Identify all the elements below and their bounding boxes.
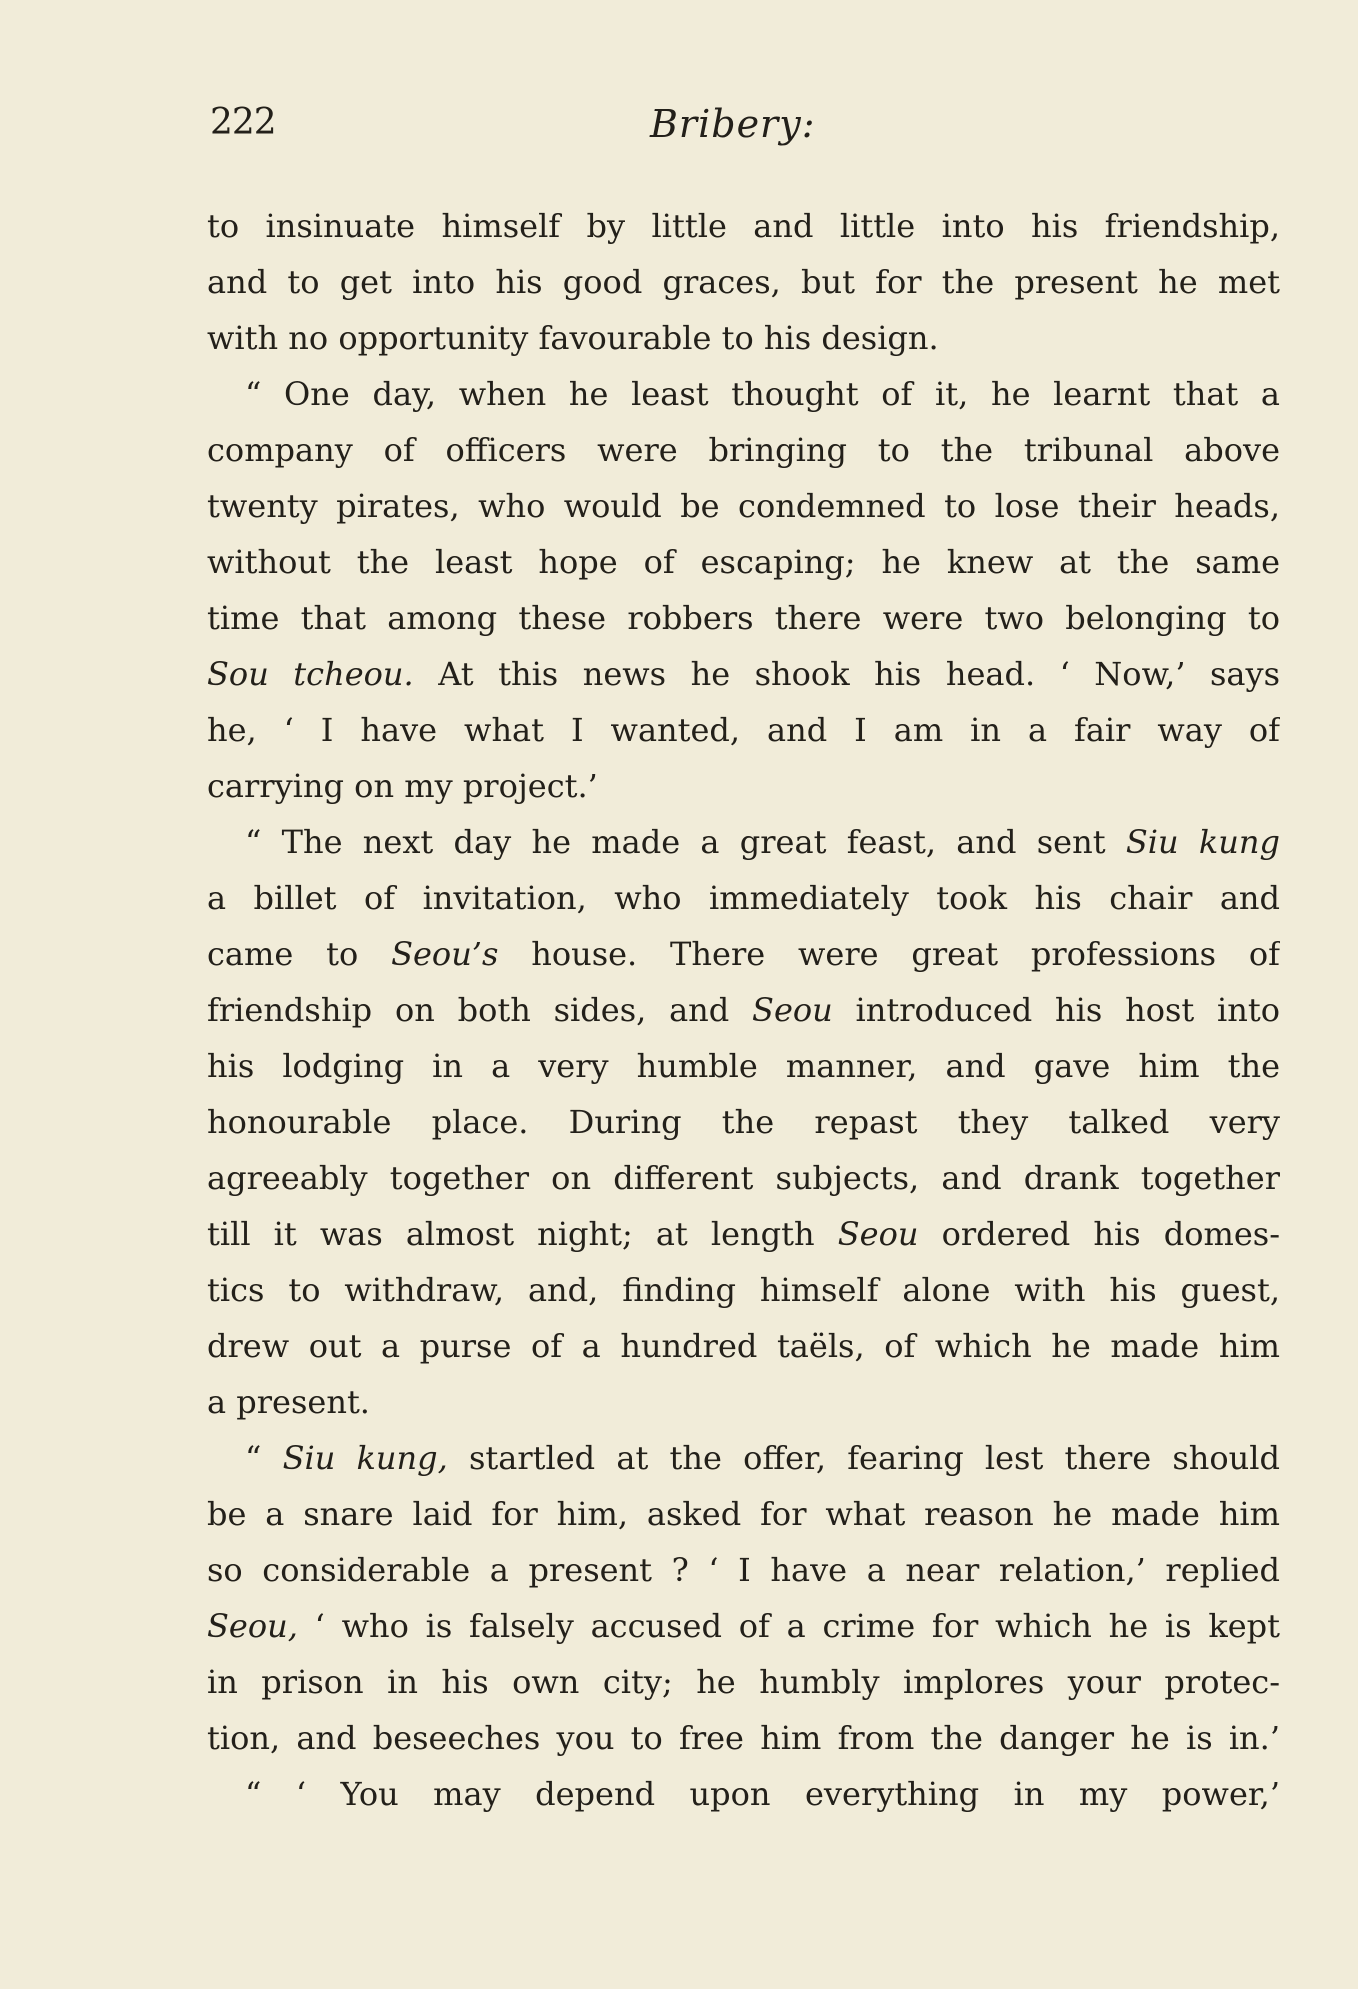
text-line [207,1486,1280,1542]
italic-text: Siu kung, [282,1439,448,1477]
text-segment: his lodging in a very humble manner, and gave him the [207,1047,1280,1085]
text-segment: drew out a purse of a hundred taëls, of which he made him [207,1327,1280,1365]
text-segment: agreeably together on different subjects, and drank together [207,1159,1280,1197]
text-segment: came to [207,935,392,973]
text-line [207,982,1280,1038]
text-segment: At this news he shook his head. ‘ Now,’ says [413,655,1280,693]
text-segment: without the least hope of escaping; he knew at the same [207,543,1280,581]
text-segment: tics to withdraw, and, finding himself alone with his guest, [207,1271,1280,1309]
text-line [207,1710,1280,1766]
text-line [207,1766,1280,1822]
text-segment: house. There were great professions of [498,935,1280,973]
text-segment: friendship on both sides, and [207,991,753,1029]
text-segment: be a snare laid for him, asked for what reason he made him [207,1495,1280,1533]
text-line [207,366,1280,422]
text-segment: time that among these robbers there were two belonging to [207,599,1280,637]
text-segment: in prison in his own city; he humbly implores your protec- [207,1663,1280,1701]
text-line [207,198,1280,254]
text-line [207,870,1280,926]
text-segment: with no opportunity favourable to his design. [207,319,939,357]
text-segment: introduced his host into [832,991,1280,1029]
text-line [207,1598,1280,1654]
body-text [207,198,1280,1822]
text-segment: “ The next day he made a great feast, and sent [245,823,1126,861]
text-segment: a billet of invitation, who immediately took his chair and [207,879,1280,917]
italic-text: Seou [752,991,833,1029]
text-line [207,926,1280,982]
text-segment: to insinuate himself by little and little into his friendship, [207,207,1280,245]
running-head: Bribery: [650,102,816,146]
text-segment: “ One day, when he least thought of it, he learnt that a [245,375,1280,413]
text-line [207,1430,1280,1486]
text-segment: he, ‘ I have what I wanted, and I am in a fair way of [207,711,1280,749]
text-line [207,1094,1280,1150]
text-line [207,534,1280,590]
text-segment: ‘ who is falsely accused of a crime for which he is kept [297,1607,1280,1645]
text-line [207,1206,1280,1262]
text-segment: “ [245,1439,283,1477]
text-segment: till it was almost night; at length [207,1215,838,1253]
italic-text: Seou, [207,1607,298,1645]
text-line [207,310,1280,366]
italic-text: Siu kung [1125,823,1280,861]
text-line [207,1262,1280,1318]
italic-text: Seou [837,1215,919,1253]
page-header [210,102,1280,162]
text-segment: a present. [207,1383,370,1421]
text-segment: startled at the offer, fearing lest there should [447,1439,1280,1477]
text-segment: company of officers were bringing to the tribunal above [207,431,1280,469]
text-line [207,702,1280,758]
text-segment: twenty pirates, who would be condemned to lose their heads, [207,487,1280,525]
text-segment: and to get into his good graces, but for the present he met [207,263,1280,301]
text-line [207,1374,1280,1430]
text-segment: so considerable a present ? ‘ I have a near relation,’ replied [207,1551,1280,1589]
text-line [207,1542,1280,1598]
text-line [207,1150,1280,1206]
text-line [207,1038,1280,1094]
text-line [207,1654,1280,1710]
text-segment: honourable place. During the repast they talked very [207,1103,1280,1141]
text-line [207,758,1280,814]
italic-text: Sou tcheou. [207,655,414,693]
page-number: 222 [210,102,276,143]
text-segment: tion, and beseeches you to free him from the danger he is in.’ [207,1719,1280,1757]
text-line [207,814,1280,870]
text-line [207,254,1280,310]
italic-text: Seou’s [391,935,499,973]
text-line [207,478,1280,534]
text-segment: carrying on my project.’ [207,767,598,805]
text-segment: “ ‘ You may depend upon everything in my power,’ [245,1775,1280,1813]
text-line [207,590,1280,646]
text-line [207,422,1280,478]
text-segment: ordered his domes- [918,1215,1280,1253]
text-line [207,646,1280,702]
text-line [207,1318,1280,1374]
